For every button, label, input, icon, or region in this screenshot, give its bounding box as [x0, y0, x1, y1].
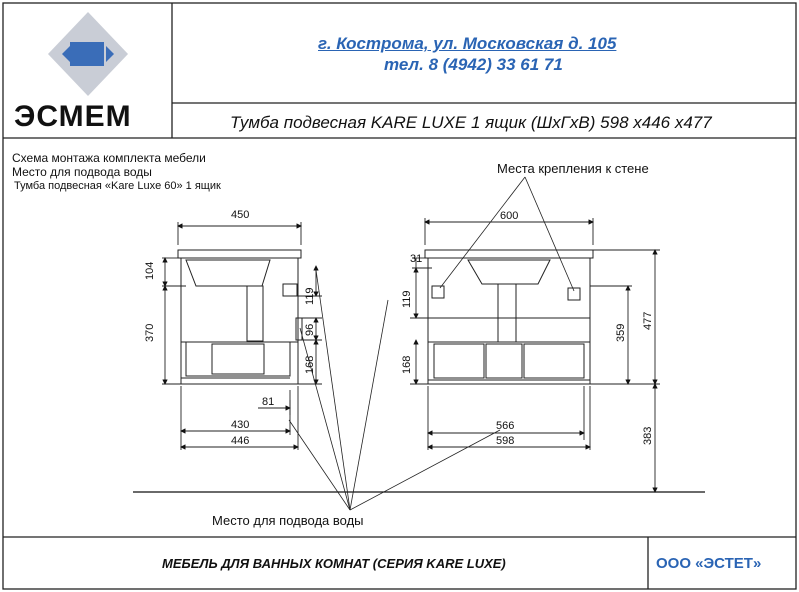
side-view: [178, 250, 302, 384]
product-title: Тумба подвесная KARE LUXE 1 ящик (ШхГхВ) 598 х446 х477: [230, 113, 712, 132]
dim-front-477: 477: [642, 311, 654, 330]
note-line-3: Тумба подвесная «Kare Luxe 60» 1 ящик: [14, 180, 221, 192]
front-view: [425, 250, 593, 384]
address-line: г. Кострома, ул. Московская д. 105: [318, 34, 617, 53]
note-line-2: Место для подвода воды: [12, 165, 152, 179]
dim-side-104: 104: [144, 261, 156, 280]
footer-company: ООО «ЭСТЕТ»: [656, 555, 762, 572]
dim-side-width: 450: [231, 209, 250, 221]
dim-side-168: 168: [304, 355, 316, 374]
dim-front-168: 168: [401, 355, 413, 374]
dim-side-430: 430: [231, 419, 250, 431]
footer-series: МЕБЕЛЬ ДЛЯ ВАННЫХ КОМНАТ (СЕРИЯ KARE LUXE): [162, 556, 506, 571]
dim-side-96: 96: [304, 323, 316, 336]
dim-side-119: 119: [304, 287, 316, 305]
dim-front-31: 31: [410, 253, 423, 265]
water-supply-label: Место для подвода воды: [212, 513, 364, 528]
dim-front-width: 600: [500, 210, 519, 222]
dim-side-370: 370: [144, 323, 156, 342]
phone-line: тел. 8 (4942) 33 61 71: [384, 55, 563, 74]
dim-front-598: 598: [496, 435, 515, 447]
dim-front-566: 566: [496, 420, 515, 432]
note-line-1: Схема монтажа комплекта мебели: [12, 151, 206, 165]
wall-mounts-label: Места крепления к стене: [497, 161, 649, 176]
dim-front-119: 119: [401, 290, 413, 308]
dim-side-446: 446: [231, 435, 250, 447]
dim-side-81: 81: [262, 396, 275, 408]
dim-front-383: 383: [642, 426, 654, 445]
dim-front-359: 359: [615, 323, 627, 342]
brand-logo-text: ЭСМЕМ: [14, 100, 132, 133]
